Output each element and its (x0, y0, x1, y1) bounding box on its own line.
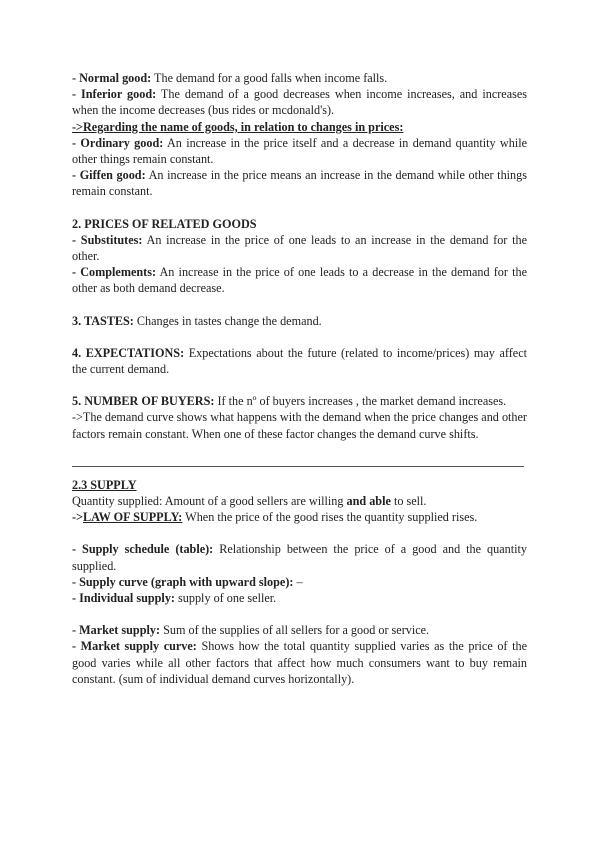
market-supply-curve-line (72, 638, 527, 687)
complements-text: An increase in the price of one leads to a decrease in the demand for the other as both demand decrease. (72, 265, 527, 296)
complements-label: - Complements: (72, 265, 157, 280)
individual-supply-line (72, 590, 527, 606)
expectations-line (72, 345, 527, 377)
ordinary-good-line (72, 135, 527, 167)
law-of-supply-label: LAW OF SUPPLY: (83, 510, 183, 525)
demand-curve-note: ->The demand curve shows what happens with the demand when the price changes and other factors remain constant. When one of these factor changes the demand curve shifts. (72, 410, 527, 441)
market-supply-curve-text: Shows how the total quantity supplied varies as the price of the good varies while all other factors that affect how much consumers want to buy remain constant. (sum of individual demand curves horizontally). (72, 639, 527, 686)
supply-heading (72, 477, 527, 493)
ordinary-good-label: - Ordinary good: (72, 135, 164, 150)
regarding-heading-text: ->Regarding the name of goods, in relation to changes in prices: (72, 119, 404, 134)
supply-heading-text: 2.3 SUPPLY (72, 477, 137, 492)
document-page (72, 70, 527, 687)
spacer (72, 329, 527, 345)
market-supply-text: Sum of the supplies of all sellers for a good or service. (160, 623, 430, 638)
buyers-text: If the nº of buyers increases , the market demand increases. (214, 394, 507, 409)
supply-curve-text: – (293, 574, 303, 589)
supply-curve-label: - Supply curve (graph with upward slope): (72, 574, 294, 589)
supply-schedule-line (72, 541, 527, 573)
expectations-label: 4. EXPECTATIONS: (72, 345, 185, 360)
spacer (72, 200, 527, 216)
regarding-heading (72, 119, 527, 135)
individual-supply-label: - Individual supply: (72, 591, 175, 606)
spacer (72, 297, 527, 313)
substitutes-line (72, 232, 527, 264)
tastes-label: 3. TASTES: (72, 313, 134, 328)
law-prefix: -> (72, 510, 84, 525)
giffen-good-label: - Giffen good: (72, 168, 146, 183)
giffen-good-text: An increase in the price means an increase in the demand while other things remain constant. (72, 168, 527, 199)
expectations-text: Expectations about the future (related to income/prices) may affect the current demand. (72, 345, 527, 377)
market-supply-label: - Market supply: (72, 623, 161, 638)
individual-supply-text: supply of one seller. (174, 591, 277, 606)
complements-line (72, 264, 527, 296)
spacer (72, 606, 527, 622)
quantity-supplied-bold: and able (346, 494, 391, 509)
spacer (72, 377, 527, 393)
substitutes-text: An increase in the price of one leads to an increase in the demand for the other. (72, 232, 528, 264)
supply-schedule-label: - Supply schedule (table): (72, 542, 214, 557)
inferior-good-label: - Inferior good: (72, 87, 157, 102)
law-of-supply-line (72, 509, 527, 525)
related-goods-heading (72, 216, 527, 232)
law-of-supply-text: When the price of the good rises the quantity supplied rises. (182, 510, 478, 525)
quantity-supplied-line (72, 493, 527, 509)
substitutes-label: - Substitutes: (72, 232, 143, 247)
normal-good-label: - Normal good: (72, 71, 152, 85)
ordinary-good-text: An increase in the price itself and a decrease in demand quantity while other things remain constant. (72, 135, 528, 167)
supply-curve-line (72, 574, 527, 590)
inferior-good-text: The demand of a good decreases when income increases, and increases when the income decreases (bus rides or mcdonald's). (72, 87, 527, 118)
buyers-line (72, 393, 527, 409)
inferior-good-line (72, 86, 527, 118)
tastes-text: Changes in tastes change the demand. (133, 313, 322, 328)
normal-good-line (72, 70, 527, 86)
buyers-label: 5. NUMBER OF BUYERS: (72, 394, 215, 409)
normal-good-text: The demand for a good falls when income falls. (151, 71, 388, 85)
quantity-supplied-end: to sell. (390, 494, 427, 509)
quantity-supplied-text: Quantity supplied: Amount of a good sellers are willing (72, 494, 347, 509)
market-supply-curve-label: - Market supply curve: (72, 639, 197, 654)
related-goods-heading-text: 2. PRICES OF RELATED GOODS (72, 216, 257, 231)
giffen-good-line (72, 167, 527, 199)
spacer (72, 525, 527, 541)
supply-schedule-text: Relationship between the price of a good and the quantity supplied. (72, 542, 527, 573)
section-divider (72, 466, 524, 467)
market-supply-line (72, 622, 527, 638)
tastes-line (72, 313, 527, 329)
